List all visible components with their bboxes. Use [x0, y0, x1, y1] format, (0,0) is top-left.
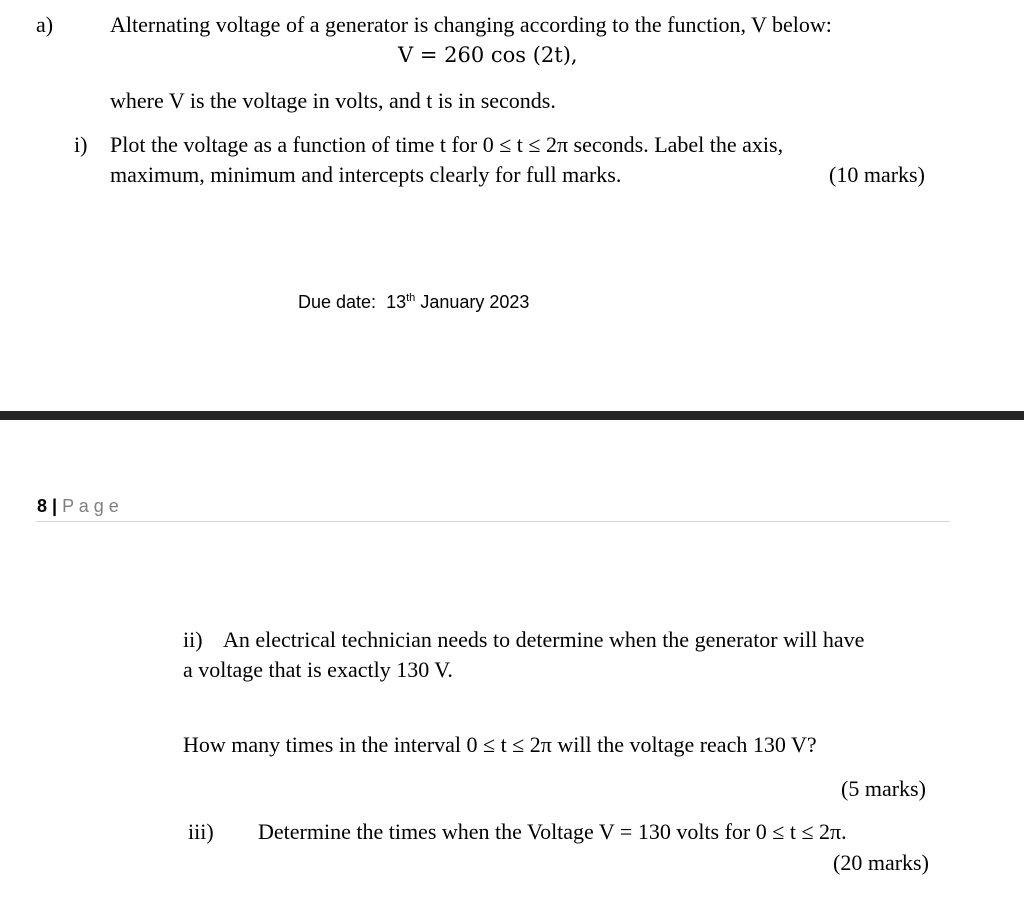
part-ii-line2: a voltage that is exactly 130 V. [183, 657, 453, 682]
page-divider [0, 411, 1024, 420]
due-date-rest: January 2023 [420, 292, 530, 312]
part-i-marks: (10 marks) [829, 162, 925, 187]
part-i-label: i) [74, 132, 88, 157]
voltage-equation: V = 260 cos (2t), [398, 43, 578, 67]
part-iii-marks: (20 marks) [833, 850, 929, 875]
part-ii-question: How many times in the interval 0 ≤ t ≤ 2π will the voltage reach 130 V? [183, 732, 817, 757]
due-date-day: 13 [386, 292, 407, 312]
part-ii-marks: (5 marks) [841, 776, 926, 801]
part-a-intro: Alternating voltage of a generator is changing according to the function, V below: [110, 12, 832, 37]
part-i-line1: Plot the voltage as a function of time t for 0 ≤ t ≤ 2π seconds. Label the axis, [110, 132, 784, 157]
part-iii-label: iii) [188, 819, 214, 844]
part-ii-line1: An electrical technician needs to determine when the generator will have [223, 627, 865, 652]
due-date-label: Due date: [298, 292, 377, 312]
part-a-label: a) [36, 12, 54, 37]
due-date-day-suffix: th [406, 292, 416, 304]
page-number: 8 [37, 496, 48, 516]
part-iii-text: Determine the times when the Voltage V = 130 volts for 0 ≤ t ≤ 2π. [258, 819, 847, 844]
footer-rule [36, 521, 950, 522]
part-ii-label: ii) [183, 627, 203, 652]
page-separator: | [52, 496, 58, 516]
due-date [298, 291, 529, 313]
variable-definitions: where V is the voltage in volts, and t is in seconds. [110, 88, 556, 113]
part-i-line2: maximum, minimum and intercepts clearly for full marks. [110, 162, 622, 187]
page-footer [37, 495, 119, 517]
page-word: P a g e [62, 496, 119, 516]
